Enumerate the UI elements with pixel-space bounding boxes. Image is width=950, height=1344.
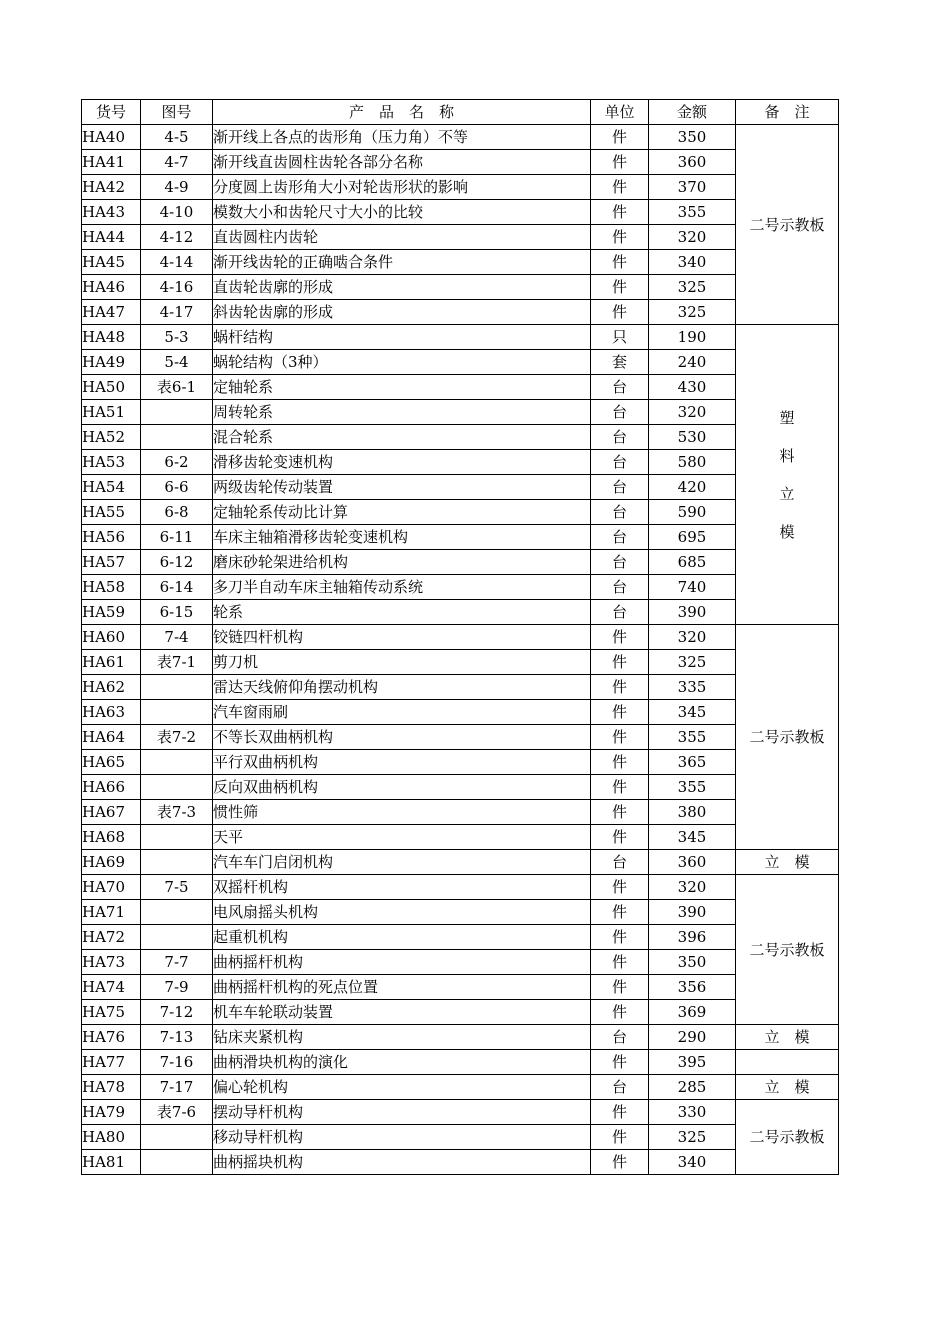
code-cell: HA68	[82, 825, 141, 850]
figure-cell: 6-14	[141, 575, 213, 600]
price-cell: 325	[649, 275, 736, 300]
remark-cell: 二号示教板	[736, 625, 839, 850]
table-row	[82, 450, 839, 475]
unit-cell: 台	[591, 425, 649, 450]
table-row	[82, 725, 839, 750]
price-cell: 350	[649, 125, 736, 150]
product-name-cell: 不等长双曲柄机构	[213, 725, 591, 750]
price-cell: 355	[649, 200, 736, 225]
unit-cell: 件	[591, 225, 649, 250]
code-cell: HA69	[82, 850, 141, 875]
code-cell: HA49	[82, 350, 141, 375]
unit-cell: 件	[591, 1150, 649, 1175]
product-name-cell: 渐开线直齿圆柱齿轮各部分名称	[213, 150, 591, 175]
unit-cell: 套	[591, 350, 649, 375]
price-cell: 350	[649, 950, 736, 975]
price-cell: 335	[649, 675, 736, 700]
unit-cell: 台	[591, 1075, 649, 1100]
product-name-cell: 剪刀机	[213, 650, 591, 675]
code-cell: HA42	[82, 175, 141, 200]
table-row	[82, 875, 839, 900]
code-cell: HA66	[82, 775, 141, 800]
price-cell: 430	[649, 375, 736, 400]
price-cell: 420	[649, 475, 736, 500]
remark-cell: 二号示教板	[736, 125, 839, 325]
table-row	[82, 575, 839, 600]
unit-cell: 件	[591, 925, 649, 950]
table-row	[82, 1025, 839, 1050]
header-price: 金额	[649, 100, 736, 125]
product-name-cell: 渐开线上各点的齿形角（压力角）不等	[213, 125, 591, 150]
code-cell: HA57	[82, 550, 141, 575]
figure-cell: 5-3	[141, 325, 213, 350]
product-name-cell: 曲柄摇杆机构的死点位置	[213, 975, 591, 1000]
figure-cell	[141, 425, 213, 450]
price-cell: 356	[649, 975, 736, 1000]
figure-cell: 7-12	[141, 1000, 213, 1025]
unit-cell: 台	[591, 500, 649, 525]
product-name-cell: 机车车轮联动装置	[213, 1000, 591, 1025]
price-cell: 530	[649, 425, 736, 450]
code-cell: HA60	[82, 625, 141, 650]
unit-cell: 件	[591, 250, 649, 275]
table-row	[82, 200, 839, 225]
code-cell: HA56	[82, 525, 141, 550]
unit-cell: 件	[591, 900, 649, 925]
figure-cell: 4-5	[141, 125, 213, 150]
figure-cell: 表7-1	[141, 650, 213, 675]
table-row	[82, 225, 839, 250]
product-name-cell: 分度圆上齿形角大小对轮齿形状的影响	[213, 175, 591, 200]
table-row	[82, 275, 839, 300]
product-name-cell: 双摇杆机构	[213, 875, 591, 900]
remark-cell	[736, 1050, 839, 1075]
figure-cell: 7-13	[141, 1025, 213, 1050]
table-row	[82, 625, 839, 650]
price-cell: 355	[649, 725, 736, 750]
product-name-cell: 蜗杆结构	[213, 325, 591, 350]
code-cell: HA80	[82, 1125, 141, 1150]
product-name-cell: 反向双曲柄机构	[213, 775, 591, 800]
product-name-cell: 磨床砂轮架进给机构	[213, 550, 591, 575]
product-name-cell: 平行双曲柄机构	[213, 750, 591, 775]
figure-cell	[141, 675, 213, 700]
unit-cell: 台	[591, 1025, 649, 1050]
code-cell: HA52	[82, 425, 141, 450]
unit-cell: 件	[591, 800, 649, 825]
table-row	[82, 1150, 839, 1175]
figure-cell: 7-5	[141, 875, 213, 900]
price-cell: 395	[649, 1050, 736, 1075]
product-name-cell: 两级齿轮传动装置	[213, 475, 591, 500]
header-product-name: 产 品 名 称	[213, 100, 591, 125]
unit-cell: 件	[591, 625, 649, 650]
code-cell: HA79	[82, 1100, 141, 1125]
code-cell: HA46	[82, 275, 141, 300]
figure-cell	[141, 400, 213, 425]
table-row	[82, 650, 839, 675]
product-name-cell: 蜗轮结构（3种）	[213, 350, 591, 375]
code-cell: HA74	[82, 975, 141, 1000]
price-cell: 330	[649, 1100, 736, 1125]
code-cell: HA44	[82, 225, 141, 250]
unit-cell: 件	[591, 775, 649, 800]
table-row	[82, 900, 839, 925]
figure-cell: 6-8	[141, 500, 213, 525]
figure-cell: 表7-2	[141, 725, 213, 750]
price-cell: 320	[649, 400, 736, 425]
figure-cell: 4-9	[141, 175, 213, 200]
price-cell: 325	[649, 650, 736, 675]
table-row	[82, 425, 839, 450]
code-cell: HA76	[82, 1025, 141, 1050]
code-cell: HA43	[82, 200, 141, 225]
remark-cell: 塑 料 立 模	[736, 325, 839, 625]
product-name-cell: 天平	[213, 825, 591, 850]
table-row	[82, 525, 839, 550]
product-name-cell: 车床主轴箱滑移齿轮变速机构	[213, 525, 591, 550]
product-name-cell: 斜齿轮齿廓的形成	[213, 300, 591, 325]
figure-cell: 7-17	[141, 1075, 213, 1100]
unit-cell: 件	[591, 125, 649, 150]
price-cell: 740	[649, 575, 736, 600]
table-row	[82, 400, 839, 425]
remark-cell: 二号示教板	[736, 1100, 839, 1175]
header-note: 备 注	[736, 100, 839, 125]
product-name-cell: 铰链四杆机构	[213, 625, 591, 650]
code-cell: HA54	[82, 475, 141, 500]
table-row	[82, 800, 839, 825]
price-cell: 590	[649, 500, 736, 525]
unit-cell: 台	[591, 600, 649, 625]
unit-cell: 件	[591, 175, 649, 200]
table-row	[82, 1125, 839, 1150]
figure-cell	[141, 900, 213, 925]
table-row	[82, 325, 839, 350]
table-row	[82, 300, 839, 325]
code-cell: HA63	[82, 700, 141, 725]
price-cell: 345	[649, 700, 736, 725]
code-cell: HA55	[82, 500, 141, 525]
price-cell: 340	[649, 1150, 736, 1175]
price-cell: 325	[649, 1125, 736, 1150]
unit-cell: 件	[591, 750, 649, 775]
table-row	[82, 850, 839, 875]
table-row	[82, 675, 839, 700]
code-cell: HA81	[82, 1150, 141, 1175]
figure-cell	[141, 750, 213, 775]
price-cell: 320	[649, 225, 736, 250]
figure-cell: 6-6	[141, 475, 213, 500]
product-name-cell: 曲柄滑块机构的演化	[213, 1050, 591, 1075]
price-cell: 190	[649, 325, 736, 350]
header-unit: 单位	[591, 100, 649, 125]
code-cell: HA41	[82, 150, 141, 175]
product-name-cell: 雷达天线俯仰角摆动机构	[213, 675, 591, 700]
product-name-cell: 电风扇摇头机构	[213, 900, 591, 925]
figure-cell	[141, 700, 213, 725]
price-cell: 580	[649, 450, 736, 475]
product-name-cell: 渐开线齿轮的正确啮合条件	[213, 250, 591, 275]
figure-cell: 4-17	[141, 300, 213, 325]
price-cell: 360	[649, 150, 736, 175]
figure-cell: 6-11	[141, 525, 213, 550]
price-cell: 320	[649, 625, 736, 650]
figure-cell: 7-16	[141, 1050, 213, 1075]
remark-cell: 立 模	[736, 850, 839, 875]
table-row	[82, 350, 839, 375]
product-catalog-table	[81, 99, 839, 1175]
unit-cell: 件	[591, 825, 649, 850]
unit-cell: 台	[591, 400, 649, 425]
unit-cell: 台	[591, 450, 649, 475]
product-name-cell: 汽车窗雨刷	[213, 700, 591, 725]
code-cell: HA78	[82, 1075, 141, 1100]
table-row	[82, 950, 839, 975]
product-name-cell: 起重机机构	[213, 925, 591, 950]
unit-cell: 件	[591, 975, 649, 1000]
product-name-cell: 模数大小和齿轮尺寸大小的比较	[213, 200, 591, 225]
table-row	[82, 925, 839, 950]
code-cell: HA65	[82, 750, 141, 775]
unit-cell: 件	[591, 300, 649, 325]
unit-cell: 件	[591, 150, 649, 175]
price-cell: 325	[649, 300, 736, 325]
unit-cell: 件	[591, 275, 649, 300]
price-cell: 355	[649, 775, 736, 800]
figure-cell: 表7-6	[141, 1100, 213, 1125]
unit-cell: 件	[591, 1100, 649, 1125]
code-cell: HA53	[82, 450, 141, 475]
price-cell: 390	[649, 600, 736, 625]
price-cell: 380	[649, 800, 736, 825]
figure-cell: 7-4	[141, 625, 213, 650]
figure-cell	[141, 850, 213, 875]
code-cell: HA50	[82, 375, 141, 400]
figure-cell: 4-14	[141, 250, 213, 275]
table-row	[82, 825, 839, 850]
figure-cell	[141, 825, 213, 850]
figure-cell: 7-7	[141, 950, 213, 975]
figure-cell: 4-10	[141, 200, 213, 225]
table-row	[82, 375, 839, 400]
figure-cell: 6-12	[141, 550, 213, 575]
figure-cell	[141, 775, 213, 800]
table-row	[82, 150, 839, 175]
product-name-cell: 移动导杆机构	[213, 1125, 591, 1150]
figure-cell: 5-4	[141, 350, 213, 375]
code-cell: HA72	[82, 925, 141, 950]
table-row	[82, 175, 839, 200]
table-body	[82, 125, 839, 1175]
header-figure: 图号	[141, 100, 213, 125]
code-cell: HA70	[82, 875, 141, 900]
product-name-cell: 汽车车门启闭机构	[213, 850, 591, 875]
code-cell: HA75	[82, 1000, 141, 1025]
code-cell: HA64	[82, 725, 141, 750]
unit-cell: 件	[591, 200, 649, 225]
figure-cell	[141, 925, 213, 950]
code-cell: HA40	[82, 125, 141, 150]
unit-cell: 只	[591, 325, 649, 350]
unit-cell: 台	[591, 850, 649, 875]
code-cell: HA61	[82, 650, 141, 675]
price-cell: 390	[649, 900, 736, 925]
figure-cell	[141, 1125, 213, 1150]
unit-cell: 件	[591, 725, 649, 750]
code-cell: HA77	[82, 1050, 141, 1075]
price-cell: 369	[649, 1000, 736, 1025]
unit-cell: 件	[591, 675, 649, 700]
unit-cell: 台	[591, 550, 649, 575]
code-cell: HA45	[82, 250, 141, 275]
unit-cell: 件	[591, 950, 649, 975]
price-cell: 345	[649, 825, 736, 850]
table-row	[82, 125, 839, 150]
product-name-cell: 曲柄摇块机构	[213, 1150, 591, 1175]
code-cell: HA58	[82, 575, 141, 600]
unit-cell: 件	[591, 1000, 649, 1025]
product-name-cell: 曲柄摇杆机构	[213, 950, 591, 975]
product-name-cell: 偏心轮机构	[213, 1075, 591, 1100]
product-name-cell: 惯性筛	[213, 800, 591, 825]
figure-cell	[141, 1150, 213, 1175]
code-cell: HA59	[82, 600, 141, 625]
unit-cell: 台	[591, 375, 649, 400]
table-row	[82, 600, 839, 625]
price-cell: 320	[649, 875, 736, 900]
price-cell: 396	[649, 925, 736, 950]
table-row	[82, 475, 839, 500]
code-cell: HA48	[82, 325, 141, 350]
product-name-cell: 钻床夹紧机构	[213, 1025, 591, 1050]
unit-cell: 件	[591, 875, 649, 900]
figure-cell: 6-2	[141, 450, 213, 475]
price-cell: 685	[649, 550, 736, 575]
unit-cell: 台	[591, 575, 649, 600]
price-cell: 240	[649, 350, 736, 375]
unit-cell: 件	[591, 700, 649, 725]
figure-cell: 7-9	[141, 975, 213, 1000]
figure-cell: 表7-3	[141, 800, 213, 825]
table-row	[82, 1100, 839, 1125]
unit-cell: 件	[591, 650, 649, 675]
unit-cell: 件	[591, 1050, 649, 1075]
price-cell: 360	[649, 850, 736, 875]
code-cell: HA71	[82, 900, 141, 925]
figure-cell: 4-12	[141, 225, 213, 250]
remark-cell: 二号示教板	[736, 875, 839, 1025]
price-cell: 290	[649, 1025, 736, 1050]
product-name-cell: 混合轮系	[213, 425, 591, 450]
table-row	[82, 550, 839, 575]
unit-cell: 件	[591, 1125, 649, 1150]
product-name-cell: 定轴轮系	[213, 375, 591, 400]
figure-cell: 4-16	[141, 275, 213, 300]
price-cell: 370	[649, 175, 736, 200]
table-row	[82, 700, 839, 725]
product-name-cell: 摆动导杆机构	[213, 1100, 591, 1125]
code-cell: HA67	[82, 800, 141, 825]
table-row	[82, 975, 839, 1000]
price-cell: 285	[649, 1075, 736, 1100]
table-row	[82, 1050, 839, 1075]
table-row	[82, 250, 839, 275]
product-name-cell: 滑移齿轮变速机构	[213, 450, 591, 475]
unit-cell: 台	[591, 525, 649, 550]
code-cell: HA51	[82, 400, 141, 425]
code-cell: HA73	[82, 950, 141, 975]
table-row	[82, 1000, 839, 1025]
product-name-cell: 轮系	[213, 600, 591, 625]
price-cell: 695	[649, 525, 736, 550]
product-name-cell: 多刀半自动车床主轴箱传动系统	[213, 575, 591, 600]
remark-cell: 立 模	[736, 1025, 839, 1050]
product-name-cell: 定轴轮系传动比计算	[213, 500, 591, 525]
price-cell: 365	[649, 750, 736, 775]
header-code: 货号	[82, 100, 141, 125]
remark-cell: 立 模	[736, 1075, 839, 1100]
table-header-row	[82, 100, 839, 125]
product-name-cell: 直齿圆柱内齿轮	[213, 225, 591, 250]
table-row	[82, 775, 839, 800]
price-cell: 340	[649, 250, 736, 275]
product-name-cell: 周转轮系	[213, 400, 591, 425]
product-name-cell: 直齿轮齿廓的形成	[213, 275, 591, 300]
figure-cell: 4-7	[141, 150, 213, 175]
figure-cell: 6-15	[141, 600, 213, 625]
figure-cell: 表6-1	[141, 375, 213, 400]
table-row	[82, 750, 839, 775]
table-row	[82, 500, 839, 525]
code-cell: HA47	[82, 300, 141, 325]
unit-cell: 台	[591, 475, 649, 500]
code-cell: HA62	[82, 675, 141, 700]
table-row	[82, 1075, 839, 1100]
